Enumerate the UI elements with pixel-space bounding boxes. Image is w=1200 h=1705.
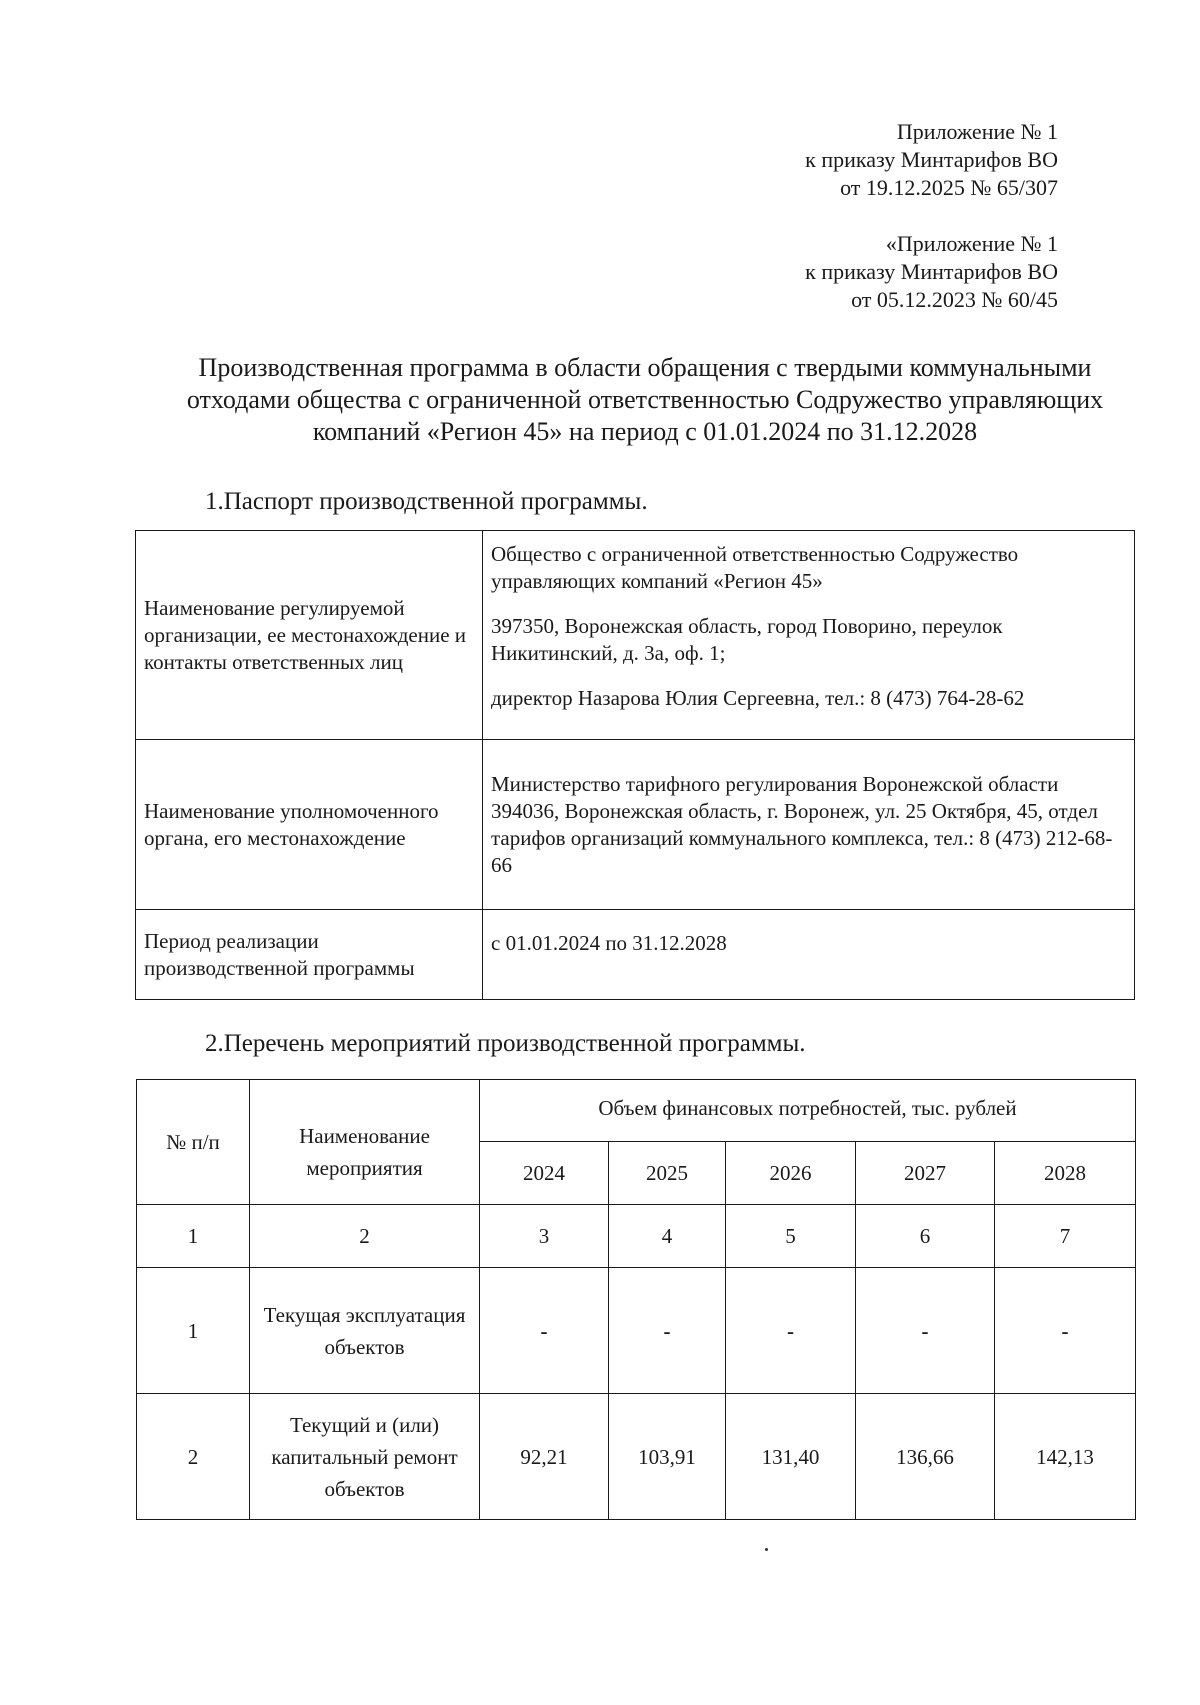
passport-value-paragraph: Общество с ограниченной ответственностью Содружество управляющих компаний «Регион 45» [491, 542, 1019, 593]
passport-value-paragraph: с 01.01.2024 по 31.12.2028 [491, 931, 727, 955]
column-header-name: Наименование мероприятия [250, 1080, 480, 1205]
year-header: 2027 [856, 1142, 995, 1205]
appendix-line: от 05.12.2023 № 60/45 [851, 287, 1058, 312]
passport-table [135, 530, 1135, 1000]
year-header: 2028 [995, 1142, 1136, 1205]
table-row [137, 1268, 1136, 1394]
appendix-line: «Приложение № 1 [885, 231, 1058, 256]
row-name: Текущий и (или) капитальный ремонт объектов [250, 1394, 480, 1520]
row-value: - [995, 1268, 1136, 1394]
appendix-note-current [805, 118, 1058, 202]
document-title [130, 352, 1160, 448]
row-value: 131,40 [726, 1394, 856, 1520]
row-value: - [726, 1268, 856, 1394]
column-header-finance: Объем финансовых потребностей, тыс. рублей [480, 1080, 1136, 1142]
passport-value [483, 740, 1135, 910]
passport-value [483, 531, 1135, 740]
title-line: компаний «Регион 45» на период с 01.01.2024 по 31.12.2028 [312, 417, 978, 446]
passport-value-paragraph: 394036, Воронежская область, г. Воронеж, ул. 25 Октября, 45, отдел тарифов организаций коммунального комплекса, тел.: 8 (473) 212-68-66 [491, 798, 1113, 877]
passport-value-paragraph: 397350, Воронежская область, город Поворино, переулок Никитинский, д. 3а, оф. 1; [491, 614, 1003, 665]
passport-row-organization [136, 531, 1135, 740]
column-number: 4 [609, 1205, 726, 1268]
column-number: 2 [250, 1205, 480, 1268]
row-value: 142,13 [995, 1394, 1136, 1520]
column-number: 7 [995, 1205, 1136, 1268]
appendix-line: от 19.12.2025 № 65/307 [840, 175, 1058, 200]
table-header-row [137, 1080, 1136, 1142]
passport-label: Период реализации производственной программы [136, 910, 483, 1000]
scan-artifact-dot [765, 1548, 768, 1551]
row-value: 136,66 [856, 1394, 995, 1520]
year-header: 2025 [609, 1142, 726, 1205]
row-value: - [856, 1268, 995, 1394]
passport-row-period [136, 910, 1135, 1000]
column-number: 6 [856, 1205, 995, 1268]
section2-heading: 2.Перечень мероприятий производственной программы. [205, 1030, 806, 1057]
row-value: 103,91 [609, 1394, 726, 1520]
appendix-note-previous [805, 230, 1058, 314]
title-line: отходами общества с ограниченной ответственностью Содружество управляющих [186, 385, 1104, 414]
row-value: - [609, 1268, 726, 1394]
passport-value-paragraph: Министерство тарифного регулирования Воронежской области [491, 771, 1059, 796]
column-number: 1 [137, 1205, 250, 1268]
table-row [137, 1394, 1136, 1520]
appendix-line: Приложение № 1 [896, 119, 1058, 144]
measures-table [136, 1079, 1136, 1520]
appendix-line: к приказу Минтарифов ВО [805, 147, 1058, 172]
appendix-line: к приказу Минтарифов ВО [805, 259, 1058, 284]
row-name: Текущая эксплуатация объектов [250, 1268, 480, 1394]
column-number: 5 [726, 1205, 856, 1268]
passport-value-paragraph: директор Назарова Юлия Сергеевна, тел.: 8 (473) 764-28-62 [491, 686, 1025, 710]
passport-row-authority [136, 740, 1135, 910]
year-header: 2024 [480, 1142, 609, 1205]
year-header: 2026 [726, 1142, 856, 1205]
column-number: 3 [480, 1205, 609, 1268]
section1-heading: 1.Паспорт производственной программы. [205, 488, 648, 515]
title-line: Производственная программа в области обращения с твердыми коммунальными [198, 353, 1092, 382]
row-value: - [480, 1268, 609, 1394]
row-number: 1 [137, 1268, 250, 1394]
column-numbers-row [137, 1205, 1136, 1268]
row-number: 2 [137, 1394, 250, 1520]
passport-label: Наименование регулируемой организации, ее местонахождение и контакты ответственных лиц [136, 531, 483, 740]
row-value: 92,21 [480, 1394, 609, 1520]
column-header-number: № п/п [137, 1080, 250, 1205]
passport-value [483, 910, 1135, 1000]
passport-label: Наименование уполномоченного органа, его местонахождение [136, 740, 483, 910]
